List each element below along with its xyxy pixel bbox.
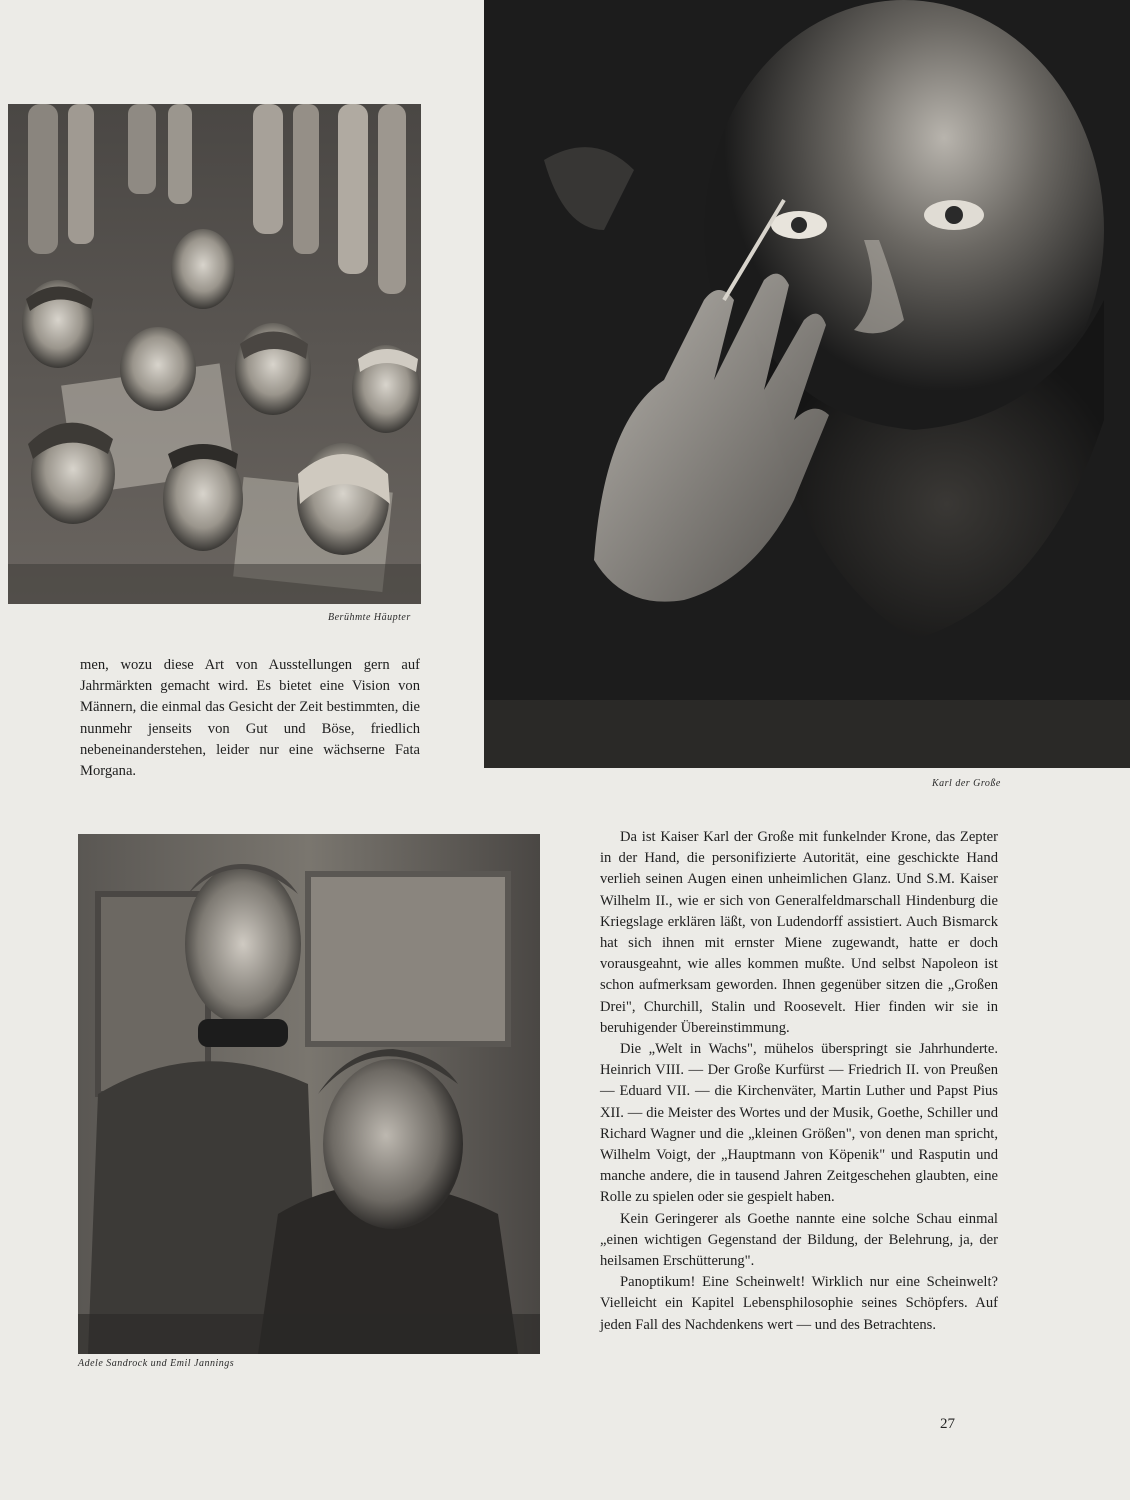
right-paragraph-4: Panoptikum! Eine Scheinwelt! Wirklich nur eine Scheinwelt? Vielleicht ein Kapitel Lebensphilosophie seines Schöpfers. Auf jeden Fall des Nachdenkens wert — und des Betrachtens. bbox=[600, 1274, 998, 1333]
photo-famous-heads-image bbox=[8, 104, 421, 604]
photo-karl-der-grosse bbox=[484, 0, 1130, 768]
photo-adele-image bbox=[78, 834, 540, 1354]
caption-adele-jannings: Adele Sandrock und Emil Jannings bbox=[78, 1358, 235, 1369]
photo-famous-heads bbox=[8, 104, 421, 604]
page-number: 27 bbox=[940, 1416, 955, 1432]
caption-famous-heads: Berühmte Häupter bbox=[328, 612, 411, 623]
right-column-text bbox=[600, 827, 998, 1336]
left-paragraph: men, wozu diese Art von Ausstellungen gern auf Jahrmärkten gemacht wird. Es bietet eine Vision von Männern, die einmal das Gesicht der Zeit bestimmten, die nunmehr jenseits von Gut und Böse, friedlich nebeneinanderstehen, leider nur eine wächserne Fata Morgana. bbox=[80, 657, 420, 780]
photo-adele-jannings bbox=[78, 834, 540, 1354]
caption-karl-der-grosse: Karl der Große bbox=[932, 778, 1001, 789]
right-paragraph-3: Kein Geringerer als Goethe nannte eine solche Schau einmal „einen wichtigen Gegenstand der Bildung, der Belehrung, ja, der heilsamen Erschütterung". bbox=[600, 1210, 998, 1270]
left-column-text bbox=[80, 655, 420, 782]
right-paragraph-1: Da ist Kaiser Karl der Große mit funkelnder Krone, das Zepter in der Hand, die personifizierte Autorität, eine geschickte Hand verlieh seinen Augen einen unheimlichen Glanz. Und S.M. Kaiser Wilhelm II., wie er sich von Generalfeldmarschall Hindenburg die Kriegslage erklären läßt, von Ludendorff assistiert. Auch Bismarck hat sich ihnen mit ernster Miene zugewandt, hatte er doch vorausgeahnt, wie alles kommen mußte. Und selbst Napoleon ist schon aufmerksam geworden. Ihnen gegenüber sitzen die „Großen Drei", Churchill, Stalin und Roosevelt. Hier finden wir sie in beruhigender Übereinstimmung. bbox=[600, 829, 998, 1036]
photo-karl-image bbox=[484, 0, 1130, 768]
right-paragraph-2: Die „Welt in Wachs", mühelos überspringt sie Jahrhunderte. Heinrich VIII. — Der Große Kurfürst — Friedrich II. von Preußen — Eduard VII. — die Kirchenväter, Martin Luther und Papst Pius XII. — die Meister des Wortes und der Musik, Goethe, Schiller und Richard Wagner und die „kleinen Größen", von denen man spricht, Wilhelm Voigt, der „Hauptmann von Köpenik" und Rasputin und manche andere, die in tausend Jahren Zeitgeschehen glaubten, eine Rolle zu spielen oder sie gespielt haben. bbox=[600, 1041, 998, 1206]
